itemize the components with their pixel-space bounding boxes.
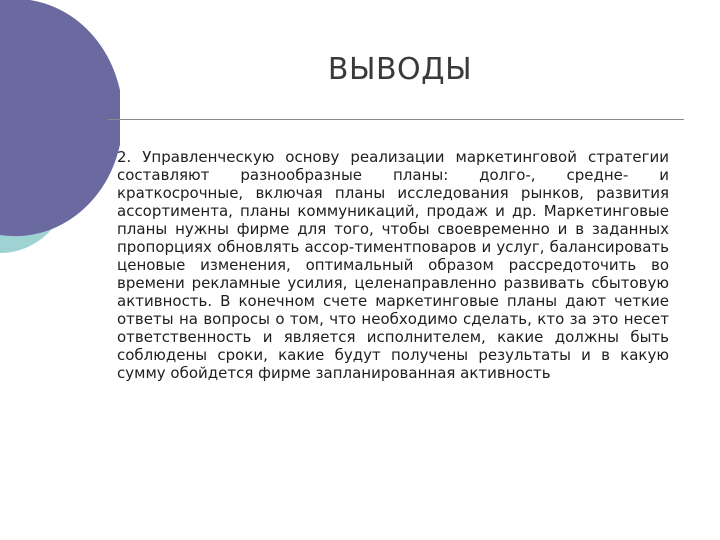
- title-divider: [108, 119, 684, 120]
- decorative-circles: [0, 0, 120, 320]
- slide-title: ВЫВОДЫ: [327, 52, 473, 87]
- slide-body-text: 2. Управленческую основу реализации маркетинговой стратегии составляют разнообразные планы: долго-, средне- и краткосрочные, включая планы исследования рынков, развития ассортимента, планы коммуникаций, продаж и др. Маркетинговые планы нужны фирме для того, чтобы своевременно и в заданных пропорциях обновлять ассор-тиментповаров и услуг, балансировать ценовые изменения, оптимальный образом рассредоточить во времени рекламные усилия, целенаправленно развивать сбытовую активность. В конечном счете маркетинговые планы дают четкие ответы на вопросы о том, что необходимо сделать, кто за это несет ответственность и является исполнителем, какие должны быть соблюдены сроки, какие будут получены результаты и в какую сумму обойдется фирме запланированная активность: [117, 148, 669, 382]
- purple-circle-upper: [0, 0, 120, 236]
